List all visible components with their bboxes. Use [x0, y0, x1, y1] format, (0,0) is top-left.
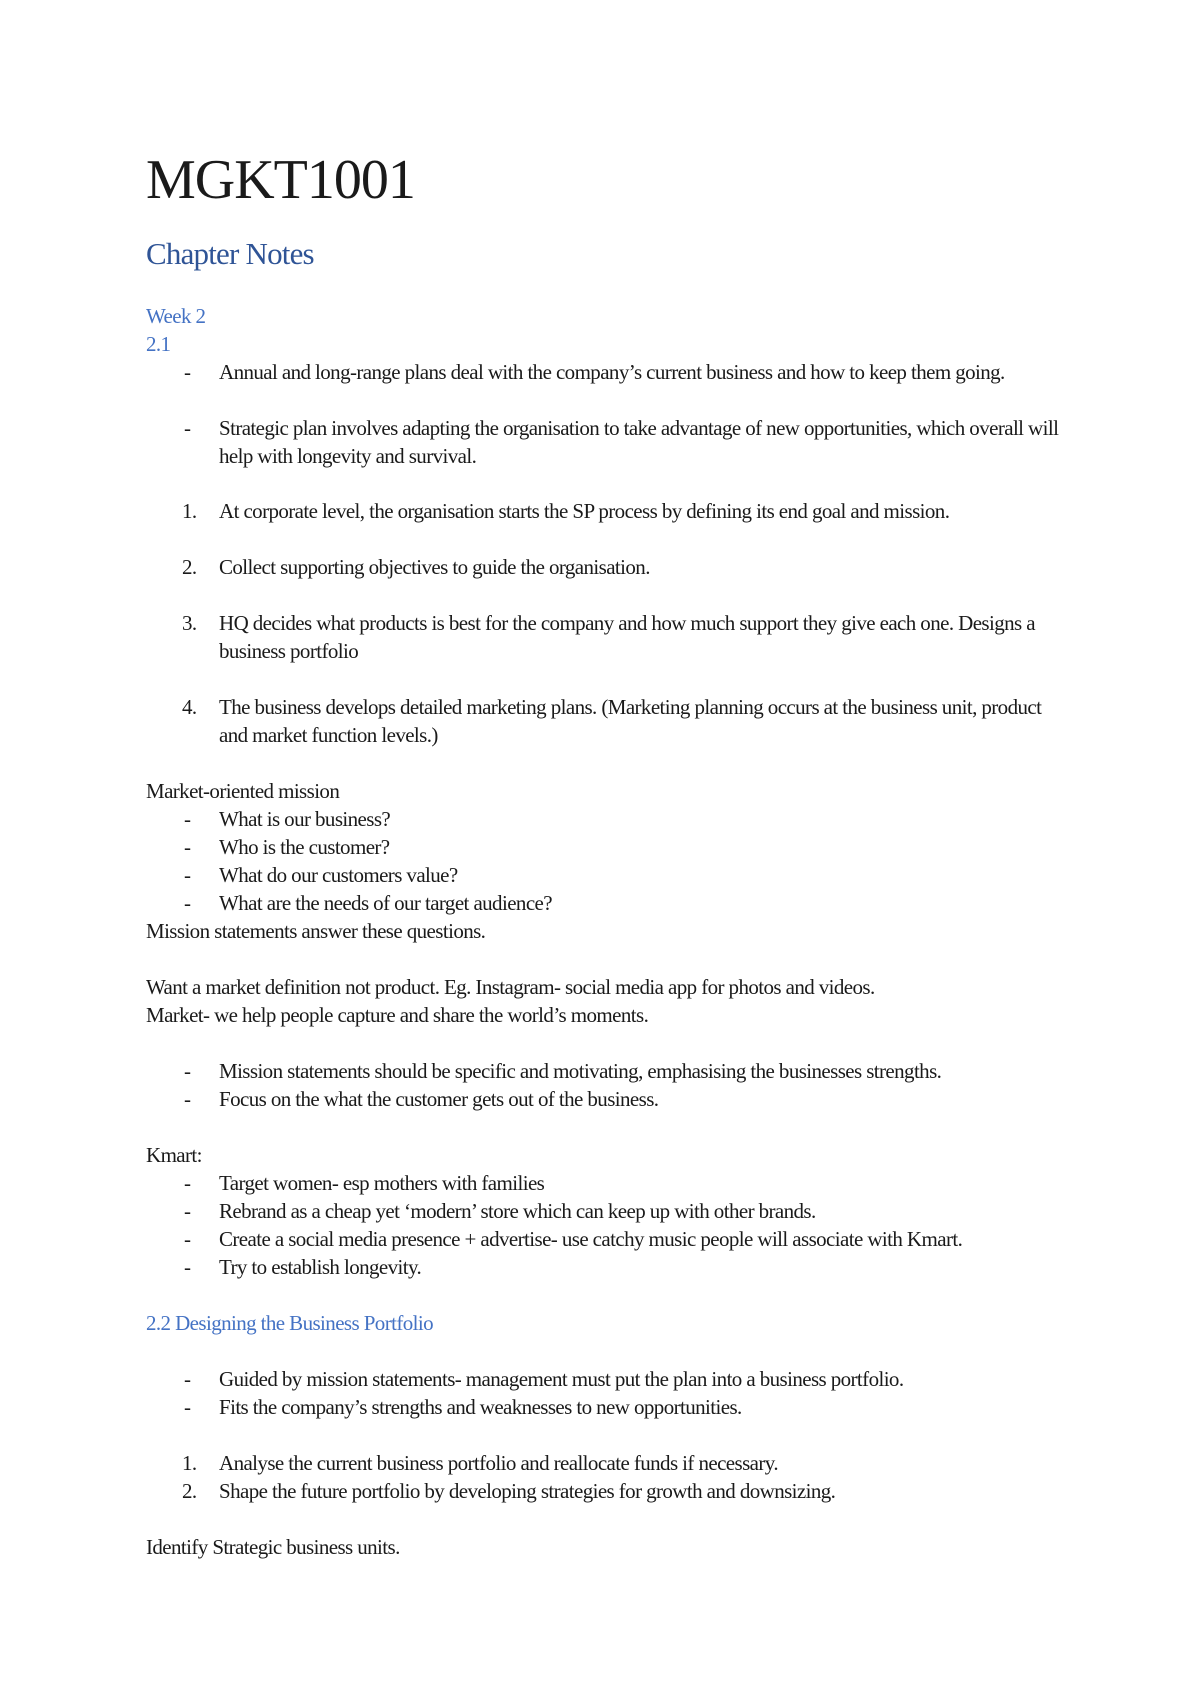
- list-item: Focus on the what the customer gets out of the business.: [219, 1087, 659, 1111]
- bullet-marker: -: [184, 1087, 191, 1111]
- page-title: MGKT1001: [146, 149, 415, 211]
- section-heading-2-1: 2.1: [146, 332, 171, 356]
- bullet-marker: -: [184, 1171, 191, 1195]
- list-item: Shape the future portfolio by developing strategies for growth and downsizing.: [219, 1479, 836, 1503]
- step-number: 1.: [182, 1451, 197, 1475]
- step-number: 4.: [182, 695, 197, 719]
- bullet-marker: -: [184, 1367, 191, 1391]
- market-definition-line: Want a market definition not product. Eg. Instagram- social media app for photos and videos.: [146, 975, 875, 999]
- market-definition-line: Market- we help people capture and share the world’s moments.: [146, 1003, 649, 1027]
- bullet-marker: -: [184, 1199, 191, 1223]
- bullet-marker: -: [184, 1395, 191, 1419]
- list-item: Mission statements should be specific and motivating, emphasising the businesses strengths.: [219, 1059, 942, 1083]
- list-item: Rebrand as a cheap yet ‘modern’ store which can keep up with other brands.: [219, 1199, 816, 1223]
- section-heading-2-2: 2.2 Designing the Business Portfolio: [146, 1311, 433, 1335]
- week-heading: Week 2: [146, 304, 206, 328]
- identify-text: Identify Strategic business units.: [146, 1535, 400, 1559]
- list-item: Annual and long-range plans deal with the company’s current business and how to keep them going.: [219, 360, 1005, 384]
- bullet-marker: -: [184, 835, 191, 859]
- list-item: What are the needs of our target audience?: [219, 891, 552, 915]
- list-item: HQ decides what products is best for the company and how much support they give each one. Designs a business portfolio: [219, 611, 1035, 663]
- step-number: 3.: [182, 611, 197, 635]
- market-oriented-heading: Market-oriented mission: [146, 779, 340, 803]
- list-item: Target women- esp mothers with families: [219, 1171, 545, 1195]
- list-item: Strategic plan involves adapting the organisation to take advantage of new opportunities, which overall will help with longevity and survival.: [219, 416, 1059, 468]
- list-item: The business develops detailed marketing plans. (Marketing planning occurs at the business unit, product and market function levels.): [219, 695, 1042, 747]
- bullet-marker: -: [184, 1255, 191, 1279]
- bullet-marker: -: [184, 807, 191, 831]
- list-item: Analyse the current business portfolio and reallocate funds if necessary.: [219, 1451, 778, 1475]
- list-item: Collect supporting objectives to guide the organisation.: [219, 555, 650, 579]
- bullet-marker: -: [184, 360, 191, 384]
- list-item: Fits the company’s strengths and weaknesses to new opportunities.: [219, 1395, 742, 1419]
- list-item: Who is the customer?: [219, 835, 390, 859]
- list-item: At corporate level, the organisation starts the SP process by defining its end goal and mission.: [219, 499, 950, 523]
- kmart-heading: Kmart:: [146, 1143, 202, 1167]
- bullet-marker: -: [184, 416, 191, 440]
- bullet-marker: -: [184, 1227, 191, 1251]
- mission-answer-text: Mission statements answer these questions.: [146, 919, 486, 943]
- bullet-marker: -: [184, 1059, 191, 1083]
- list-item: Guided by mission statements- management must put the plan into a business portfolio.: [219, 1367, 904, 1391]
- bullet-marker: -: [184, 863, 191, 887]
- step-number: 2.: [182, 1479, 197, 1503]
- list-item: What is our business?: [219, 807, 391, 831]
- step-number: 1.: [182, 499, 197, 523]
- bullet-marker: -: [184, 891, 191, 915]
- list-item: What do our customers value?: [219, 863, 458, 887]
- chapter-heading: Chapter Notes: [146, 236, 314, 271]
- step-number: 2.: [182, 555, 197, 579]
- list-item: Create a social media presence + advertise- use catchy music people will associate with Kmart.: [219, 1227, 963, 1251]
- list-item: Try to establish longevity.: [219, 1255, 422, 1279]
